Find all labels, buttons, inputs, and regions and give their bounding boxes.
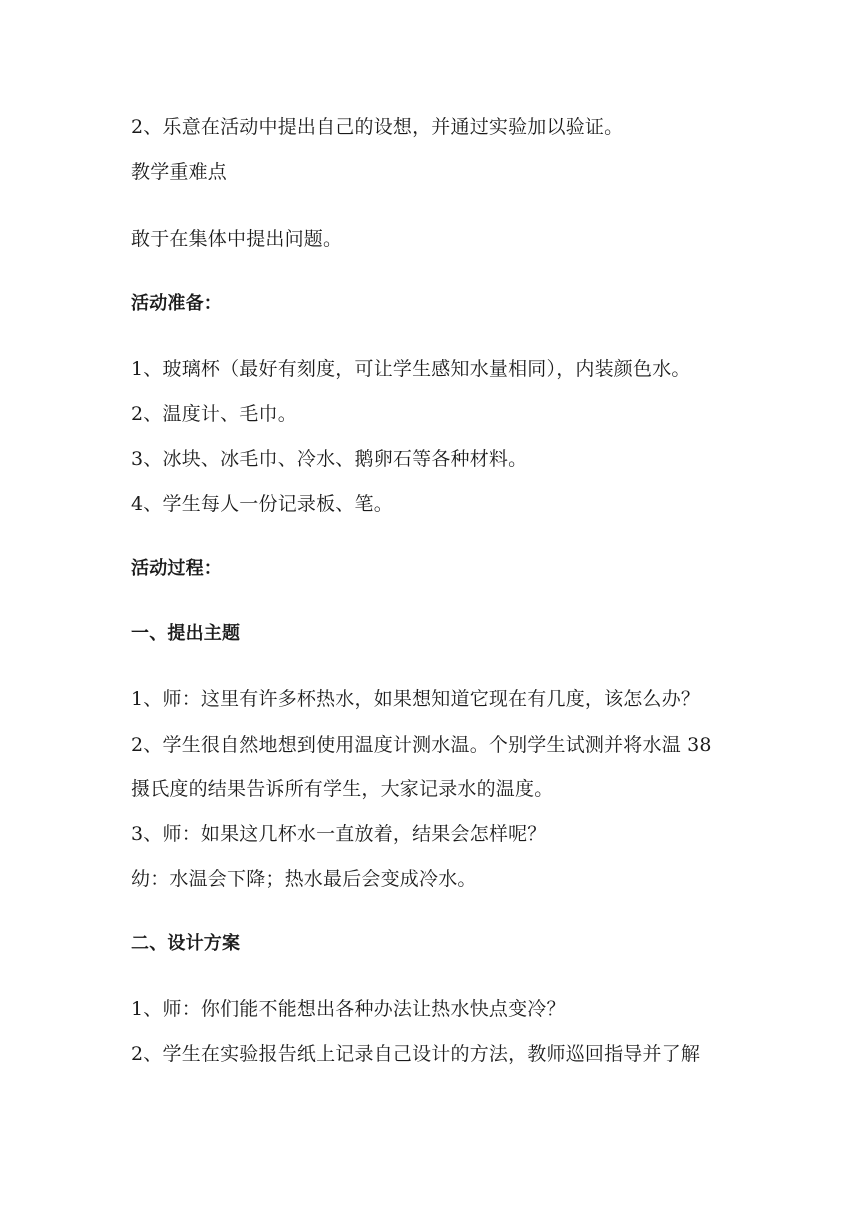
list-item-preparation-1: 1、玻璃杯（最好有刻度，可让学生感知水量相同），内装颜色水。 xyxy=(131,358,691,380)
list-item-preparation-4: 4、学生每人一份记录板、笔。 xyxy=(131,493,393,515)
list-item-design-2: 2、学生在实验报告纸上记录自己设计的方法，教师巡回指导并了解 xyxy=(131,1043,701,1065)
heading-section-1: 一、提出主题 xyxy=(131,623,241,644)
list-item-process-3: 3、师：如果这几杯水一直放着，结果会怎样呢？ xyxy=(131,823,547,845)
heading-activity-process: 活动过程： xyxy=(131,558,222,579)
paragraph-child-answer: 幼：水温会下降；热水最后会变成冷水。 xyxy=(131,868,477,890)
paragraph-key-point: 敢于在集体中提出问题。 xyxy=(131,228,343,250)
paragraph-goal-2: 2、乐意在活动中提出自己的设想，并通过实验加以验证。 xyxy=(131,116,624,138)
heading-key-difficult-points: 教学重难点 xyxy=(131,161,228,183)
list-item-process-1: 1、师：这里有许多杯热水，如果想知道它现在有几度，该怎么办？ xyxy=(131,688,701,710)
list-item-process-2: 2、学生很自然地想到使用温度计测水温。个别学生试测并将水温 38 xyxy=(131,734,712,756)
list-item-preparation-3: 3、冰块、冰毛巾、冷水、鹅卵石等各种材料。 xyxy=(131,448,528,470)
list-item-design-1: 1、师：你们能不能想出各种办法让热水快点变冷？ xyxy=(131,998,566,1020)
list-item-preparation-2: 2、温度计、毛巾。 xyxy=(131,403,297,425)
heading-activity-preparation: 活动准备： xyxy=(131,293,222,314)
heading-section-2: 二、设计方案 xyxy=(131,933,241,954)
list-item-process-2-continued: 摄氏度的结果告诉所有学生，大家记录水的温度。 xyxy=(131,778,554,800)
